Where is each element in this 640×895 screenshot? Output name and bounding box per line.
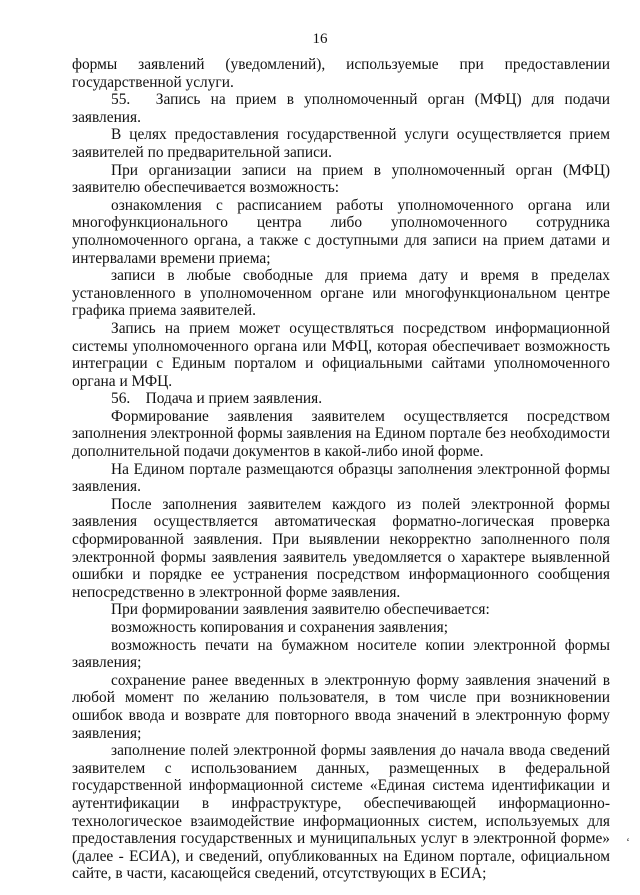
paragraph-8: 56. Подача и прием заявления. bbox=[111, 390, 323, 408]
paragraph-14: возможность печати на бумажном носителе копии электронной формы заявления; bbox=[72, 636, 610, 672]
paragraph-5: ознакомления с расписанием работы уполномоченного органа или многофункционального центра либо уполномоченного сотрудника уполномоченного органа, а также с доступными для записи на прием датами и интервалами времени приема; bbox=[72, 196, 610, 267]
paragraph-15: сохранение ранее введенных в электронную форму заявления значений в любой момент по желанию пользователя, в том числе при возникновении ошибок ввода и возврате для повторного ввода значений в электронную форму заявления; bbox=[72, 671, 610, 742]
paragraph-12: При формировании заявления заявителю обеспечивается: bbox=[111, 601, 490, 619]
paragraph-16: заполнение полей электронной формы заявления до начала ввода сведений заявителем с использованием данных, размещенных в федеральной государственной информационной системе «Единая система идентификации и аутентификации в инфраструктуре, обеспечивающей информационно-технологическое взаимодействие информационных систем, используемых для предоставления государственных и муниципальных услуг в электронной форме» (далее - ЕСИА), и сведений, опубликованных на Едином портале, официальном сайте, в части, касающейся сведений, отсутствующих в ЕСИА; bbox=[72, 742, 610, 883]
paragraph-4: При организации записи на прием в уполномоченный орган (МФЦ) заявителю обеспечивается возможность: bbox=[72, 161, 610, 197]
paragraph-7: Запись на прием может осуществляться посредством информационной системы уполномоченного органа или МФЦ, которая обеспечивает возможность интеграции с Единым порталом и официальными сайтами уполномоченного органа и МФЦ. bbox=[72, 319, 610, 390]
paragraph-1: формы заявлений (уведомлений), используемые при предоставлении государственной услуги. bbox=[72, 56, 610, 91]
paragraph-11: После заполнения заявителем каждого из полей электронной формы заявления осуществляется автоматическая форматно-логическая проверка сформированной заявления. При выявлении некорректно заполненного поля электронной формы заявления заявитель уведомляется о характере выявленной ошибки и порядке ее устранения посредством информационного сообщения непосредственно в электронной форме заявления. bbox=[72, 495, 610, 601]
paragraph-13: возможность копирования и сохранения заявления; bbox=[111, 619, 448, 636]
paragraph-9: Формирование заявления заявителем осуществляется посредством заполнения электронной формы заявления на Едином портале без необходимости дополнительной подачи документов в какой-либо иной форме. bbox=[72, 407, 610, 461]
paragraph-3: В целях предоставления государственной услуги осуществляется прием заявителей по предварительной записи. bbox=[72, 126, 610, 161]
paragraph-2: 55. Запись на прием в уполномоченный орган (МФЦ) для подачи заявления. bbox=[72, 91, 610, 126]
scan-mark: ʻ bbox=[626, 835, 630, 849]
paragraph-6: записи в любые свободные для приема дату и время в пределах установленного в уполномоченном органе или многофункциональном центре графика приема заявителей. bbox=[72, 267, 610, 320]
page-number: 16 bbox=[312, 31, 328, 47]
paragraph-10: На Едином портале размещаются образцы заполнения электронной формы заявления. bbox=[72, 460, 610, 496]
document-body bbox=[72, 56, 610, 883]
